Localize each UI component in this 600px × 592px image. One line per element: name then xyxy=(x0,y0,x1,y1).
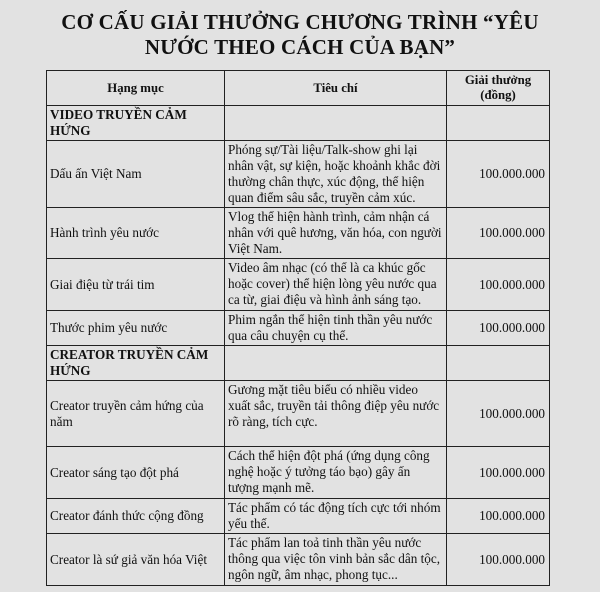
prize-cell: 100.000.000 xyxy=(447,381,550,447)
title-line-2: NƯỚC THEO CÁCH CỦA BẠN” xyxy=(144,35,456,59)
table-row xyxy=(47,141,550,208)
section-empty-cell xyxy=(447,346,550,381)
prize-table xyxy=(46,70,550,586)
criteria-cell: Cách thể hiện đột phá (ứng dụng công nghệ hoặc ý tưởng táo bạo) gây ấn tượng mạnh mẽ. xyxy=(225,447,447,499)
category-cell: Thước phim yêu nước xyxy=(47,311,225,346)
section-title: CREATOR TRUYỀN CẢM HỨNG xyxy=(47,346,225,381)
category-cell: Hành trình yêu nước xyxy=(47,208,225,259)
prize-cell: 100.000.000 xyxy=(447,259,550,311)
section-row-video xyxy=(47,106,550,141)
table-row xyxy=(47,447,550,499)
table-row xyxy=(47,499,550,534)
prize-cell: 100.000.000 xyxy=(447,534,550,586)
table-row xyxy=(47,311,550,346)
prize-cell: 100.000.000 xyxy=(447,499,550,534)
criteria-cell: Phóng sự/Tài liệu/Talk-show ghi lại nhân vật, sự kiện, hoặc khoảnh khắc đời thường chân thực, xúc động, thể hiện quan điểm sâu sắc, truyền cảm xúc. xyxy=(225,141,447,208)
title-line-1: CƠ CẤU GIẢI THƯỞNG CHƯƠNG TRÌNH “YÊU xyxy=(61,10,539,34)
criteria-cell: Vlog thể hiện hành trình, cảm nhận cá nhân với quê hương, văn hóa, con người Việt Nam. xyxy=(225,208,447,259)
section-empty-cell xyxy=(447,106,550,141)
section-empty-cell xyxy=(225,106,447,141)
document-title xyxy=(30,10,570,60)
criteria-cell: Phim ngắn thể hiện tinh thần yêu nước qua câu chuyện cụ thể. xyxy=(225,311,447,346)
table-row xyxy=(47,381,550,447)
category-cell: Creator là sứ giả văn hóa Việt xyxy=(47,534,225,586)
criteria-cell: Video âm nhạc (có thể là ca khúc gốc hoặc cover) thể hiện lòng yêu nước qua ca từ, giai điệu và hình ảnh sáng tạo. xyxy=(225,259,447,311)
category-cell: Creator truyền cảm hứng của năm xyxy=(47,381,225,447)
section-title: VIDEO TRUYỀN CẢM HỨNG xyxy=(47,106,225,141)
table-header-row xyxy=(47,71,550,106)
category-cell: Creator sáng tạo đột phá xyxy=(47,447,225,499)
header-category: Hạng mục xyxy=(47,71,225,106)
category-cell: Giai điệu từ trái tim xyxy=(47,259,225,311)
category-cell: Dấu ấn Việt Nam xyxy=(47,141,225,208)
category-cell: Creator đánh thức cộng đồng xyxy=(47,499,225,534)
header-criteria: Tiêu chí xyxy=(225,71,447,106)
section-empty-cell xyxy=(225,346,447,381)
criteria-cell: Gương mặt tiêu biểu có nhiều video xuất sắc, truyền tải thông điệp yêu nước rõ ràng, tích cực. xyxy=(225,381,447,447)
prize-cell: 100.000.000 xyxy=(447,311,550,346)
section-row-creator xyxy=(47,346,550,381)
table-row xyxy=(47,534,550,586)
criteria-cell: Tác phẩm lan toả tinh thần yêu nước thông qua việc tôn vinh bản sắc dân tộc, ngôn ngữ, âm nhạc, phong tục... xyxy=(225,534,447,586)
header-prize: Giải thưởng (đồng) xyxy=(447,71,550,106)
prize-cell: 100.000.000 xyxy=(447,447,550,499)
prize-cell: 100.000.000 xyxy=(447,141,550,208)
table-row xyxy=(47,208,550,259)
prize-cell: 100.000.000 xyxy=(447,208,550,259)
table-row xyxy=(47,259,550,311)
criteria-cell: Tác phẩm có tác động tích cực tới nhóm yếu thế. xyxy=(225,499,447,534)
